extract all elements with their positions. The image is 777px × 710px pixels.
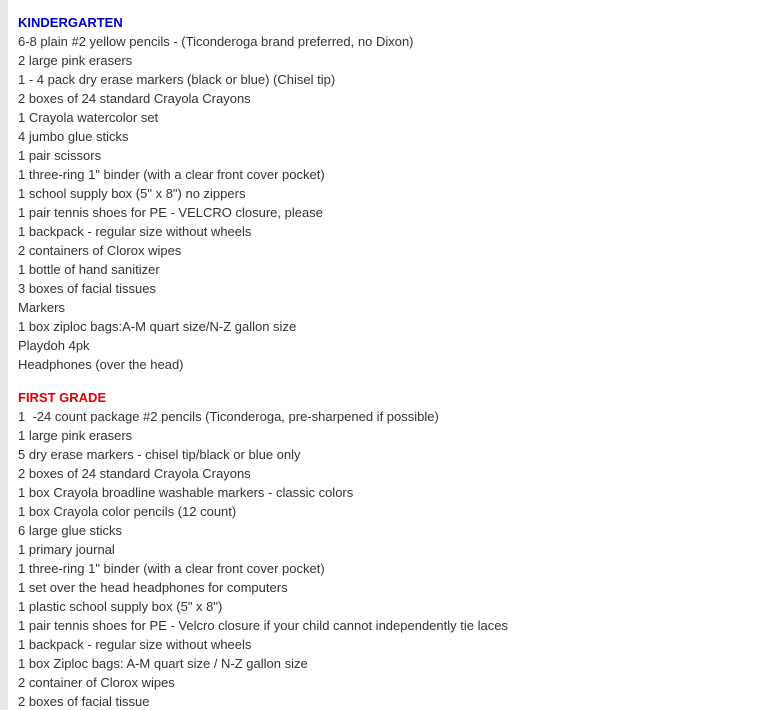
list-item: 1 plastic school supply box (5" x 8") (18, 599, 223, 614)
list-item: 1 large pink erasers (18, 428, 133, 443)
kindergarten-heading: KINDERGARTEN (18, 15, 123, 30)
list-item: 2 boxes of facial tissue (18, 694, 150, 709)
list-item: 1 three-ring 1" binder (with a clear front cover pocket) (18, 561, 325, 576)
list-item: 1 - 4 pack dry erase markers (black or blue) (Chisel tip) (18, 72, 336, 87)
list-item: 1 pair scissors (18, 148, 102, 163)
list-item: 1 box ziploc bags:A-M quart size/N-Z gallon size (18, 319, 297, 334)
list-item: 2 boxes of 24 standard Crayola Crayons (18, 91, 251, 106)
first-grade-heading: FIRST GRADE (18, 390, 107, 405)
list-item: 2 boxes of 24 standard Crayola Crayons (18, 466, 251, 481)
list-item: 1 -24 count package #2 pencils (Ticonderoga, pre-sharpened if possible) (18, 409, 439, 424)
left-border (0, 0, 8, 710)
list-item: 1 three-ring 1" binder (with a clear front cover pocket) (18, 167, 325, 182)
list-item: 1 school supply box (5" x 8") no zippers (18, 186, 246, 201)
list-item: 5 dry erase markers - chisel tip/black or blue only (18, 447, 301, 462)
list-item: 1 pair tennis shoes for PE - VELCRO closure, please (18, 205, 323, 220)
first-grade-list (18, 407, 508, 710)
list-item: 2 container of Clorox wipes (18, 675, 175, 690)
section-gap (18, 374, 508, 388)
list-item: 1 backpack - regular size without wheels (18, 637, 252, 652)
list-item: Headphones (over the head) (18, 357, 184, 372)
list-item: 2 large pink erasers (18, 53, 133, 68)
kindergarten-list (18, 32, 508, 374)
list-item: 1 backpack - regular size without wheels (18, 224, 252, 239)
list-item: 1 box Ziploc bags: A-M quart size / N-Z gallon size (18, 656, 308, 671)
list-item: 1 pair tennis shoes for PE - Velcro closure if your child cannot independently tie laces (18, 618, 508, 633)
list-item: 6 large glue sticks (18, 523, 123, 538)
supply-list (18, 13, 508, 710)
list-item: 6-8 plain #2 yellow pencils - (Ticonderoga brand preferred, no Dixon) (18, 34, 414, 49)
list-item: 1 box Crayola color pencils (12 count) (18, 504, 237, 519)
list-item: 4 jumbo glue sticks (18, 129, 129, 144)
list-item: Markers (18, 300, 65, 315)
list-item: 1 bottle of hand sanitizer (18, 262, 160, 277)
list-item: 1 primary journal (18, 542, 115, 557)
list-item: Playdoh 4pk (18, 338, 90, 353)
list-item: 1 Crayola watercolor set (18, 110, 159, 125)
list-item: 1 box Crayola broadline washable markers - classic colors (18, 485, 354, 500)
list-item: 2 containers of Clorox wipes (18, 243, 182, 258)
list-item: 1 set over the head headphones for computers (18, 580, 288, 595)
list-item: 3 boxes of facial tissues (18, 281, 157, 296)
